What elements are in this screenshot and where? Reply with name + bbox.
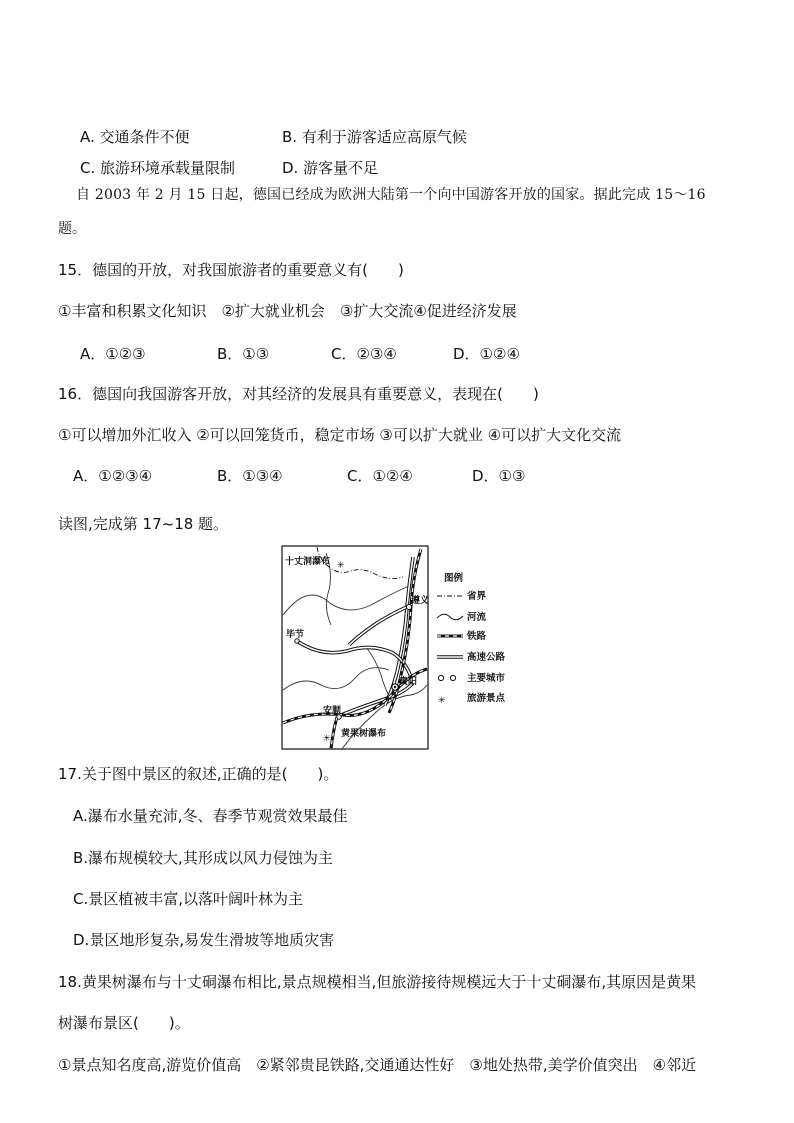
legend-scenic-spot: 旅游景点 <box>467 693 506 704</box>
q17-option-b: B.瀑布规模较大,其形成以风力侵蚀为主 <box>73 849 333 867</box>
q16-option-d: D．①③ <box>472 467 526 485</box>
q15-option-b: B．①③ <box>217 345 270 363</box>
scenic-spot-huangguoshu-marker: ✳ <box>323 734 331 744</box>
q14-option-d: D. 游客量不足 <box>282 159 379 177</box>
guizhou-map-figure <box>281 545 517 751</box>
q14-option-c: C. 旅游环境承载量限制 <box>80 159 236 177</box>
q15-items: ①丰富和积累文化知识 ②扩大就业机会 ③扩大交流④促进经济发展 <box>58 302 517 320</box>
label-huangguoshu: 黄果树瀑布 <box>341 729 387 739</box>
intro-15-16-line2: 题。 <box>58 221 86 237</box>
q18-stem-line1: 18.黄果树瀑布与十丈硐瀑布相比,景点规模相当,但旅游接待规模远大于十丈硐瀑布,其原因是黄果 <box>58 973 697 991</box>
label-shizhangdong: 十丈洞瀑布 <box>285 557 331 567</box>
q16-option-a: A．①②③④ <box>73 467 153 485</box>
legend-railway: 铁路 <box>467 631 487 642</box>
q18-items: ①景点知名度高,游览价值高 ②紧邻贵昆铁路,交通通达性好 ③地处热带,美学价值突出 ④邻近 <box>58 1056 697 1074</box>
label-anshun: 安顺 <box>323 706 342 716</box>
label-zunyi: 遵义 <box>411 596 430 606</box>
scenic-spot-shizhangdong-marker: ✳ <box>337 561 345 571</box>
q16-option-c: C．①②④ <box>347 467 413 485</box>
label-bijie: 毕节 <box>286 630 305 640</box>
legend-scenic-symbol: ✳ <box>438 696 446 706</box>
legend-title: 图例 <box>444 573 464 584</box>
legend-province-border: 省界 <box>467 591 487 602</box>
read-map-instruction: 读图,完成第 17~18 题。 <box>58 515 229 533</box>
legend-expressway: 高速公路 <box>467 652 506 663</box>
q16-items: ①可以增加外汇收入 ②可以回笼货币，稳定市场 ③可以扩大就业 ④可以扩大文化交流 <box>58 426 622 444</box>
q15-option-c: C．②③④ <box>331 345 397 363</box>
intro-15-16-line1: 自 2003 年 2 月 15 日起，德国已经成为欧洲大陆第一个向中国游客开放的国家。据此完成 15～16 <box>76 187 706 203</box>
legend-river: 河流 <box>467 612 487 623</box>
q16-stem: 16．德国向我国游客开放，对其经济的发展具有重要意义，表现在( ) <box>58 385 539 403</box>
q14-option-b: B. 有利于游客适应高原气候 <box>282 128 467 146</box>
map-legend <box>437 572 506 706</box>
q15-option-a: A．①②③ <box>80 345 146 363</box>
q18-stem-line2: 树瀑布景区( )。 <box>58 1014 190 1032</box>
q17-option-a: A.瀑布水量充沛,冬、春季节观赏效果最佳 <box>73 807 348 825</box>
legend-river-symbol <box>437 614 463 620</box>
legend-city-symbol-2 <box>450 675 455 680</box>
q15-stem: 15．德国的开放，对我国旅游者的重要意义有( ) <box>58 261 404 279</box>
q17-option-d: D.景区地形复杂,易发生滑坡等地质灾害 <box>73 931 335 949</box>
q17-option-c: C.景区植被丰富,以落叶阔叶林为主 <box>73 890 304 908</box>
label-guiyang: 贵阳 <box>399 677 418 687</box>
city-guiyang-marker-inner <box>394 686 396 688</box>
legend-city-symbol-1 <box>438 675 443 680</box>
q14-option-a: A. 交通条件不便 <box>80 128 190 146</box>
q17-stem: 17.关于图中景区的叙述,正确的是( )。 <box>58 765 339 783</box>
q16-option-b: B．①③④ <box>217 467 283 485</box>
q15-option-d: D．①②④ <box>453 345 520 363</box>
legend-major-city: 主要城市 <box>467 673 506 684</box>
